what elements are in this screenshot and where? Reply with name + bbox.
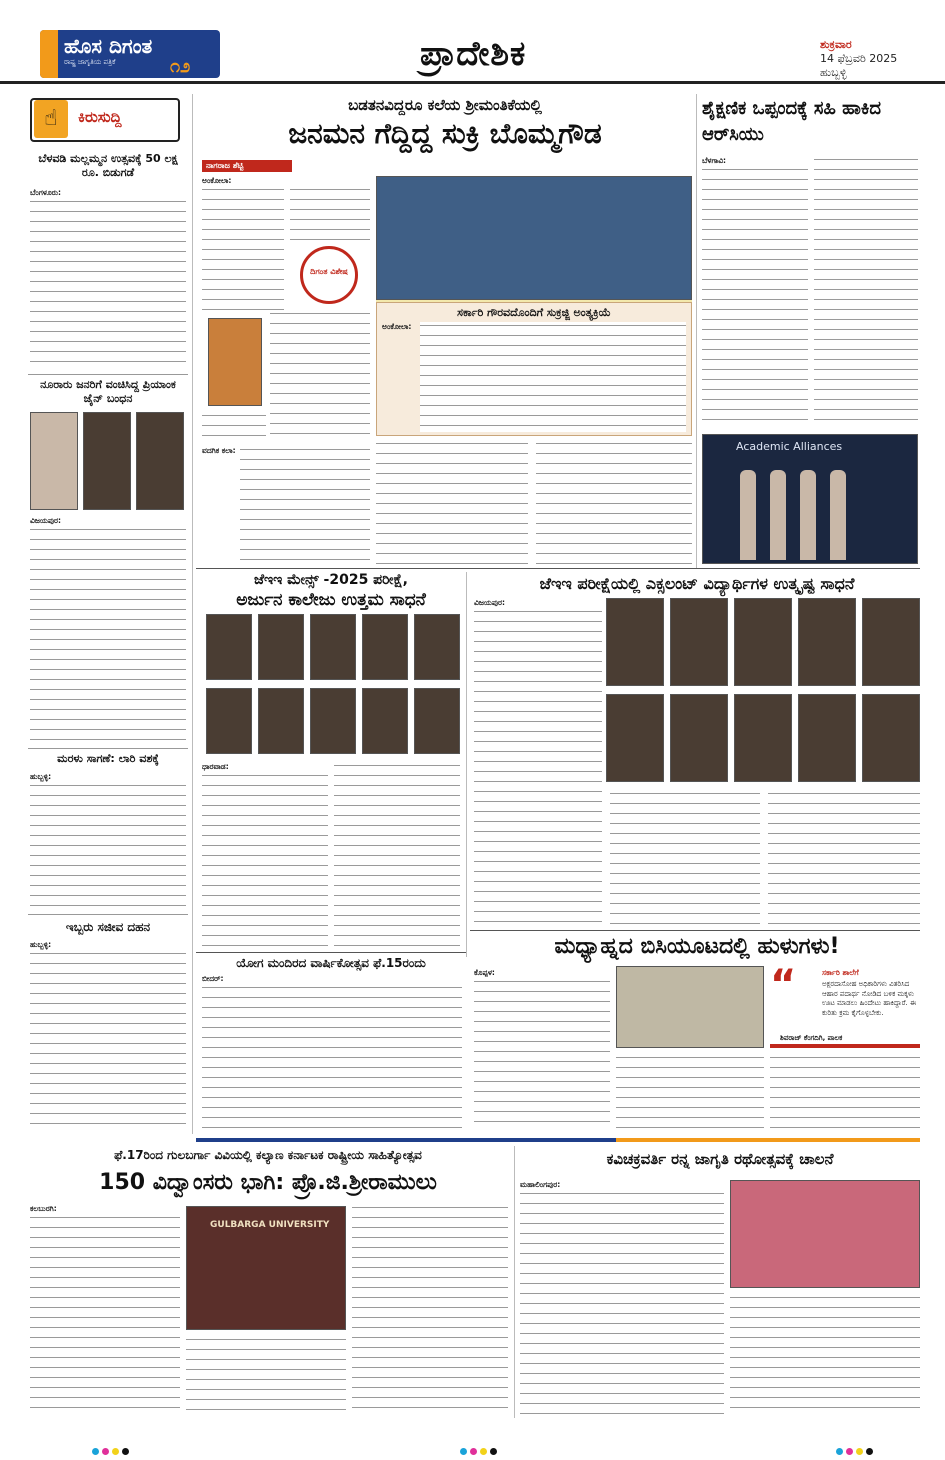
- ranna-dateline: ಮಹಾಲಿಂಗಪುರ:: [520, 1180, 561, 1189]
- day: ಶುಕ್ರವಾರ: [820, 38, 852, 51]
- gulbarga-body-3: [352, 1204, 508, 1414]
- dateline-block: [820, 38, 897, 80]
- print-registration-dots: [460, 1440, 500, 1459]
- yoga-dateline: ಬೀದರ್:: [202, 974, 224, 983]
- brief-4-title: ಇಬ್ಬರು ಸಜೀವ ದಹನ: [65, 920, 151, 934]
- photo-banner: GULBARGA UNIVERSITY: [210, 1220, 330, 1230]
- student-photo: [734, 694, 792, 782]
- gulbarga-body-1: [30, 1214, 180, 1414]
- brief-1-dateline: ಬೆಂಗಳೂರು:: [30, 188, 62, 197]
- person-figure: [740, 470, 756, 560]
- jee1-dateline: ಧಾರವಾಡ:: [202, 762, 229, 771]
- person-figure: [800, 470, 816, 560]
- student-photo: [258, 688, 304, 754]
- student-photo: [362, 688, 408, 754]
- student-photo: [798, 694, 856, 782]
- bisiyoota-body-1: [474, 978, 610, 1130]
- accused-photo-1: [30, 412, 78, 510]
- print-registration-dots: [836, 1440, 876, 1459]
- brief-3-body: [30, 782, 186, 910]
- lead-body-4: [202, 412, 266, 442]
- student-photo: [414, 614, 460, 680]
- section-title: ಪ್ರಾದೇಶಿಕ: [420, 34, 527, 74]
- jee2-title: ಜೆಇಇ ಪರೀಕ್ಷೆಯಲ್ಲಿ ಎಕ್ಸಲಂಟ್ ವಿದ್ಯಾರ್ಥಿಗಳ ಉತ್ಕೃಷ್ಟ ಸಾಧನೆ: [539, 574, 855, 593]
- divider: [196, 568, 920, 569]
- lead-kicker: ಬಡತನವಿದ್ದರೂ ಕಲೆಯ ಶ್ರೀಮಂತಿಕೆಯಲ್ಲಿ: [348, 96, 542, 114]
- student-photo: [206, 614, 252, 680]
- student-photo: [414, 688, 460, 754]
- accused-photo-2: [83, 412, 131, 510]
- brief-1-title: ಬೆಳವಡಿ ಮಲ್ಲಮ್ಮನ ಉತ್ಸವಕ್ಕೆ 50 ಲಕ್ಷ ರೂ. ಬಿಡುಗಡೆ: [38, 152, 178, 179]
- callout-byline: ಶಿವರಾಜ್ ಕೆಂಗದಿಗಿ, ಪಾಲಕ: [780, 1034, 843, 1042]
- special-stamp: ದಿಗಂತ ವಿಶೇಷ: [300, 246, 358, 304]
- divider: [28, 914, 188, 915]
- mou-body-1: [702, 166, 808, 428]
- jee1-body-2: [334, 762, 460, 948]
- jee2-body-3: [768, 790, 920, 926]
- lead-headline: ಜನಮನ ಗೆದ್ದಿದ್ದ ಸುಕ್ರಿ ಬೊಮ್ಮಗೌಡ: [288, 117, 602, 150]
- callout-head: ಸರ್ಕಾರಿ ಶಾಲೆಗೆ: [822, 968, 859, 977]
- student-photo: [606, 694, 664, 782]
- yoga-title: ಯೋಗ ಮಂದಿರದ ವಾರ್ಷಿಕೋತ್ಸವ ಫೆ.15ರಂದು: [236, 956, 426, 970]
- student-photo: [862, 694, 920, 782]
- student-photo: [362, 614, 408, 680]
- student-photo: [258, 614, 304, 680]
- divider: [196, 952, 466, 953]
- bisiyoota-body-3: [770, 1054, 920, 1130]
- funeral-photo: [376, 176, 692, 300]
- hand-icon: ☝: [34, 100, 68, 138]
- lead-byline: ನಾಗರಾಜ ಶೆಟ್ಟಿ: [206, 161, 244, 170]
- masthead: [0, 0, 945, 84]
- yoga-body: [202, 984, 462, 1130]
- lead-subhead: ವದಗಿಕ ಕಲಾ:: [202, 446, 236, 455]
- lead-body-7: [536, 440, 692, 566]
- lead-body-6: [376, 440, 528, 566]
- kiru-suddi-label: ಕಿರುಸುದ್ದಿ: [78, 108, 122, 126]
- jee2-body-2: [610, 790, 760, 926]
- caption-title: ಸರ್ಕಾರಿ ಗೌರವದೊಂದಿಗೆ ಸುಕ್ರಜ್ಜಿ ಅಂತ್ಯಕ್ರಿಯೆ: [457, 306, 611, 319]
- city: ಹುಬ್ಬಳ್ಳಿ: [820, 66, 847, 79]
- bisiyoota-body-2: [616, 1054, 764, 1130]
- bisiyoota-title: ಮಧ್ಯಾಹ್ನದ ಬಿಸಿಯೂಟದಲ್ಲಿ ಹುಳುಗಳು!: [554, 934, 840, 959]
- brief-4-body: [30, 950, 186, 1130]
- ratha-photo: [730, 1180, 920, 1288]
- jee1-photo-grid: [206, 614, 460, 756]
- lead-dateline: ಅಂಕೋಲಾ:: [202, 176, 232, 185]
- logo-title: ಹೊಸ ದಿಗಂತ: [64, 34, 153, 58]
- student-photo: [310, 614, 356, 680]
- sukri-portrait: [208, 318, 262, 406]
- ranna-body-1: [520, 1190, 724, 1414]
- gulbarga-body-2: [186, 1336, 346, 1414]
- brief-3-title: ಮರಳು ಸಾಗಣೆ: ಲಾರಿ ವಶಕ್ಕೆ: [57, 752, 159, 765]
- print-registration-dots: [92, 1440, 132, 1459]
- student-photo: [670, 598, 728, 686]
- callout-body: ಅಕ್ಷರದಾಸೋಹ ಅಧಿಕಾರಿಗಳು ವಿತರಿಸಿದ ಆಹಾರ ಪದಾರ್ಥ ನೋಡಿದ ಬಳಿಕ ಮಕ್ಕಳು ಊಟ ಮಾಡಲು ಹಿಂದೇಟು ಹಾಕಿದ್ದಾರೆ. ಈ ಕುರಿತು ಕ್ರಮ ಕೈಗೊಳ್ಳಬೇಕು.: [822, 980, 917, 1017]
- student-photo: [206, 688, 252, 754]
- jee2-dateline: ವಿಜಯಪುರ:: [474, 598, 505, 607]
- logo-tagline: ರಾಷ್ಟ್ರ ಜಾಗೃತಿಯ ಪತ್ರಿಕೆ: [64, 58, 116, 66]
- jee1-kicker: ಜೆಇಇ ಮೇನ್ಸ್ -2025 ಪರೀಕ್ಷೆ,: [254, 572, 408, 588]
- student-photo: [798, 598, 856, 686]
- brief-4-dateline: ಹುಬ್ಬಳ್ಳಿ:: [30, 940, 52, 949]
- mou-title: ಶೈಕ್ಷಣಿಕ ಒಪ್ಪಂದಕ್ಕೆ ಸಹಿ ಹಾಕಿದ ಆರ್‌ಸಿಯು: [702, 98, 881, 145]
- brief-2-title: ನೂರಾರು ಜನರಿಗೆ ವಂಚಿಸಿದ್ದ ಪ್ರಿಯಾಂಕ ಜೈನ್ ಬಂಧನ: [40, 378, 176, 405]
- brief-3-dateline: ಹುಬ್ಬಳ್ಳಿ:: [30, 772, 52, 781]
- bisiyoota-dateline: ಕೊಪ್ಪಳ:: [474, 968, 495, 977]
- date: 14 ಫೆಬ್ರವರಿ 2025: [820, 52, 898, 65]
- ranna-title: ಕವಿಚಕ್ರವರ್ತಿ ರನ್ನ ಜಾಗೃತಿ ರಥೋತ್ಸವಕ್ಕೆ ಚಾಲನೆ: [606, 1150, 834, 1168]
- brief-2-body: [30, 526, 186, 744]
- logo-accent: [40, 30, 58, 78]
- student-photo: [862, 598, 920, 686]
- lead-body-3: [270, 310, 370, 440]
- student-photo: [310, 688, 356, 754]
- person-figure: [830, 470, 846, 560]
- gulbarga-kicker: ಫೆ.17ರಿಂದ ಗುಲಬರ್ಗಾ ವಿವಿಯಲ್ಲಿ ಕಲ್ಯಾಣ ಕರ್ನಾಟಕ ರಾಷ್ಟ್ರೀಯ ಸಾಹಿತ್ಯೋತ್ಸವ: [114, 1148, 422, 1162]
- mou-body-2: [814, 156, 918, 428]
- callout-rule: [770, 1044, 920, 1048]
- divider: [28, 748, 188, 749]
- section-rule-orange: [616, 1138, 920, 1142]
- student-photo: [734, 598, 792, 686]
- column-rule: [466, 572, 467, 957]
- mou-dateline: ಬೆಳಗಾವಿ:: [702, 156, 727, 165]
- divider: [470, 930, 920, 931]
- person-figure: [770, 470, 786, 560]
- caption-body: [420, 322, 686, 432]
- gulbarga-title: 150 ವಿದ್ವಾಂಸರು ಭಾಗಿ: ಪ್ರೊ.ಜಿ.ಶ್ರೀರಾಮುಲು: [99, 1170, 437, 1195]
- lead-body-1: [202, 186, 284, 316]
- jee2-body-1: [474, 608, 602, 926]
- column-rule: [514, 1146, 515, 1418]
- lead-body-2: [290, 186, 370, 242]
- brief-1-body: [30, 198, 186, 368]
- section-rule-blue: [196, 1138, 616, 1142]
- jee1-title: ಅರ್ಜುನ ಕಾಲೇಜು ಉತ್ತಮ ಸಾಧನೆ: [236, 590, 426, 610]
- jee2-photo-grid: [606, 598, 920, 784]
- lead-body-5: [240, 446, 370, 566]
- column-rule: [696, 94, 697, 568]
- divider: [28, 374, 188, 375]
- ranna-body-2: [730, 1294, 920, 1414]
- column-rule: [192, 94, 193, 1134]
- brief-2-dateline: ವಿಜಯಪುರ:: [30, 516, 61, 525]
- mou-photo-banner: Academic Alliances: [736, 440, 843, 453]
- quote-icon: “: [770, 962, 797, 1008]
- accused-photo-3: [136, 412, 184, 510]
- student-photo: [606, 598, 664, 686]
- worms-photo: [616, 966, 764, 1048]
- gulbarga-dateline: ಕಲಬುರಗಿ:: [30, 1204, 57, 1213]
- page-number: ೧೨: [170, 56, 191, 77]
- student-photo: [670, 694, 728, 782]
- jee1-body-1: [202, 772, 328, 948]
- left-column: [28, 94, 188, 1134]
- caption-dateline: ಅಂಕೋಲಾ:: [382, 322, 412, 331]
